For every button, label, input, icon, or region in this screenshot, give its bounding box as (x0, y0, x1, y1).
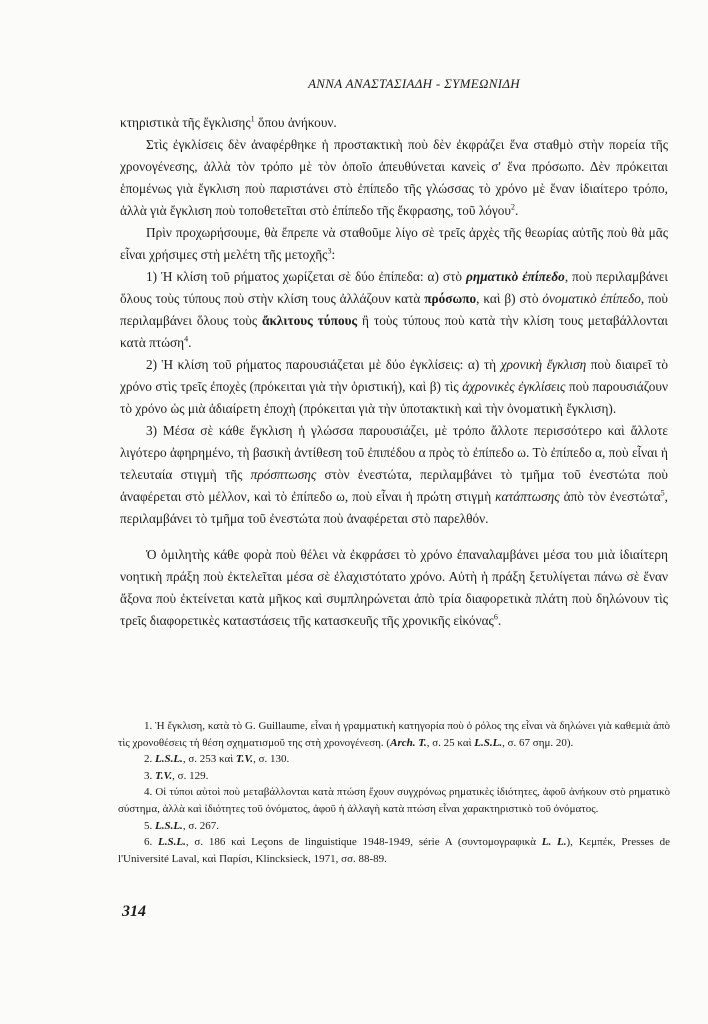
page-number: 314 (122, 903, 146, 920)
footnote-6: 6. L.S.L., σ. 186 καὶ Leçons de linguistique 1948-1949, série A (συντομογραφικὰ L. L.), Κεμπέκ, Presses de l'Université Laval, καὶ Παρίσι, Klincksieck, 1971, σσ. 88-89. (118, 836, 670, 865)
paragraph-7: Ὁ ὁμιλητὴς κάθε φορὰ ποὺ θέλει νὰ ἐκφράσει τὸ χρόνο ἐπαναλαμβάνει μέσα του μιὰ ἰδιαίτερη νοητικὴ πράξη ποὺ ἐκτελεῖται μέσα σὲ ἐλαχιστότατο χρόνο. Αὐτὴ ἡ πράξη ξετυλίγεται πάνω σὲ ἕναν ἄξονα ποὺ ἐκτείνεται κατὰ μῆκος καὶ συμπληρώνεται ἀπὸ τρία διαφορετικὰ πλάτη ποὺ δηλώνουν τὶς τρεῖς διαφορετικὲς καταστάσεις τῆς κατασκευῆς τῆς χρονικῆς εἰκόνας$^6$. (120, 547, 668, 628)
footnotes (118, 718, 670, 867)
footnote-ref-2[interactable]: 2 (511, 202, 516, 212)
paragraph-4: 1) Ἡ κλίση τοῦ ρήματος χωρίζεται σὲ δύο ἐπίπεδα: α) στὸ ρηματικὸ ἐπίπεδο, ποὺ περιλαμβάνει ὅλους τοὺς τύπους ποὺ στὴν κλίση τους ἀλλάζουν κατὰ πρόσωπο, καὶ β) στὸ ὀνοματικὸ ἐπίπεδο, ποὺ περιλαμβάνει ὅλους τοὺς ἄκλιτους τύπους ἢ τοὺς τύπους ποὺ κατὰ τὴν κλίση τους μεταβάλλονται κατὰ πτώση$^4$. (120, 269, 668, 350)
footnote-3: 3. T.V., σ. 129. (144, 769, 209, 782)
running-head: ΑΝΝΑ ΑΝΑΣΤΑΣΙΑΔΗ - ΣΥΜΕΩΝΙΔΗ (308, 76, 520, 91)
footnote-ref-1[interactable]: 1 (250, 114, 255, 124)
footnote-4: 4. Οἱ τύποι αὐτοὶ ποὺ μεταβάλλονται κατὰ πτώση ἔχουν συγχρόνως ρηματικὲς ἰδιότητες, ἀφοῦ ἀνήκουν στὸ ρηματικὸ σύστημα, ἀλλὰ καὶ ἰδιότητες τοῦ ὀνόματος, ἀφοῦ ἡ ἀλλαγὴ κατὰ πτώση εἶναι χαρακτηριστικὸ τοῦ ὀνόματος. (118, 786, 670, 815)
footnote-5: 5. L.S.L., σ. 267. (144, 819, 219, 832)
footnote-ref-5[interactable]: 5 (660, 488, 665, 498)
footnote-ref-4[interactable]: 4 (184, 334, 189, 344)
footnote-1: 1. Ἡ ἔγκλιση, κατὰ τὸ G. Guillaume, εἶναι ἡ γραμματικὴ κατηγορία ποὺ ὁ ρόλος της εἶναι νὰ δηλώνει γιὰ καθεμιὰ ἀπὸ τὶς χρονοθέσεις τὴ θέση σχηματισμοῦ της στὴ χρονογένεση. (Arch. T., σ. 25 καὶ L.S.L., σ. 67 σημ. 20). (118, 720, 670, 749)
paragraph-2: Στὶς ἐγκλίσεις δὲν ἀναφέρθηκε ἡ προστακτικὴ ποὺ δὲν ἐκφράζει ἕνα σταθμὸ στὴν πορεία τῆς χρονογένεσης, ἀλλὰ τὸν τρόπο μὲ τὸν ὁποῖο ἀπευθύνεται κανεὶς σ' ἕνα πρόσωπο. Δὲν πρόκειται ἑπομένως γιὰ ἔγκλιση ποὺ παριστάνει στὸ ἐπίπεδο τῆς γλώσσας τὸ χρόνο μὲ ἕναν ἰδιαίτερο τρόπο, ἀλλὰ γιὰ ἔγκλιση ποὺ τοποθετεῖται στὸ ἐπίπεδο τῆς ἔκφρασης, τοῦ λόγου$^2$. (120, 137, 668, 218)
paragraph-3: Πρὶν προχωρήσουμε, θὰ ἔπρεπε νὰ σταθοῦμε λίγο σὲ τρεῖς ἀρχὲς τῆς θεωρίας αὐτῆς ποὺ θὰ μᾶς εἶναι χρήσιμες στὴ μελέτη τῆς μετοχῆς$^3$: (120, 225, 668, 262)
body-text (120, 112, 668, 632)
footnote-2: 2. L.S.L., σ. 253 καὶ T.V., σ. 130. (144, 753, 290, 766)
footnote-ref-3[interactable]: 3 (327, 246, 332, 256)
footnote-ref-6[interactable]: 6 (493, 612, 498, 622)
paragraph-6: 3) Μέσα σὲ κάθε ἔγκλιση ἡ γλώσσα παρουσιάζει, μὲ τρόπο ἄλλοτε περισσότερο καὶ ἄλλοτε λιγότερο ἀφηρημένο, τὴ βασικὴ ἀντίθεση τοῦ ἐπιπέδου α πρὸς τὸ ἐπίπεδο ω. Τὸ ἐπίπεδο α, ποὺ εἶναι ἡ τελευταία στιγμὴ τῆς πρόσπτωσης στὸν ἐνεστώτα, περιλαμβάνει τὸ τμῆμα τοῦ ἐνεστώτα ποὺ ἀναφέρεται στὸ μέλλον, καὶ τὸ ἐπίπεδο ω, ποὺ εἶναι ἡ πρώτη στιγμὴ κατάπτωσης ἀπὸ τὸν ἐνεστώτα$^5$, περιλαμβάνει τὸ τμῆμα τοῦ ἐνεστώτα ποὺ ἀναφέρεται στὸ παρελθόν. (120, 423, 668, 526)
paragraph-1: κτηριστικὰ τῆς ἔγκλισης$^1$ ὅπου ἀνήκουν. (120, 114, 337, 130)
paragraph-5: 2) Ἡ κλίση τοῦ ρήματος παρουσιάζεται μὲ δύο ἐγκλίσεις: α) τὴ χρονικὴ ἔγκλιση ποὺ διαιρεῖ τὸ χρόνο στὶς τρεῖς ἐποχὲς (πρόκειται γιὰ τὴν ὁριστική), καὶ β) τὶς ἀχρονικὲς ἐγκλίσεις ποὺ παρουσιάζουν τὸ χρόνο ὡς μιὰ ἀδιαίρετη ἐποχὴ (πρόκειται γιὰ τὴν ὑποτακτικὴ καὶ τὴν ὀνοματικὴ ἔγκλιση). (120, 357, 669, 416)
